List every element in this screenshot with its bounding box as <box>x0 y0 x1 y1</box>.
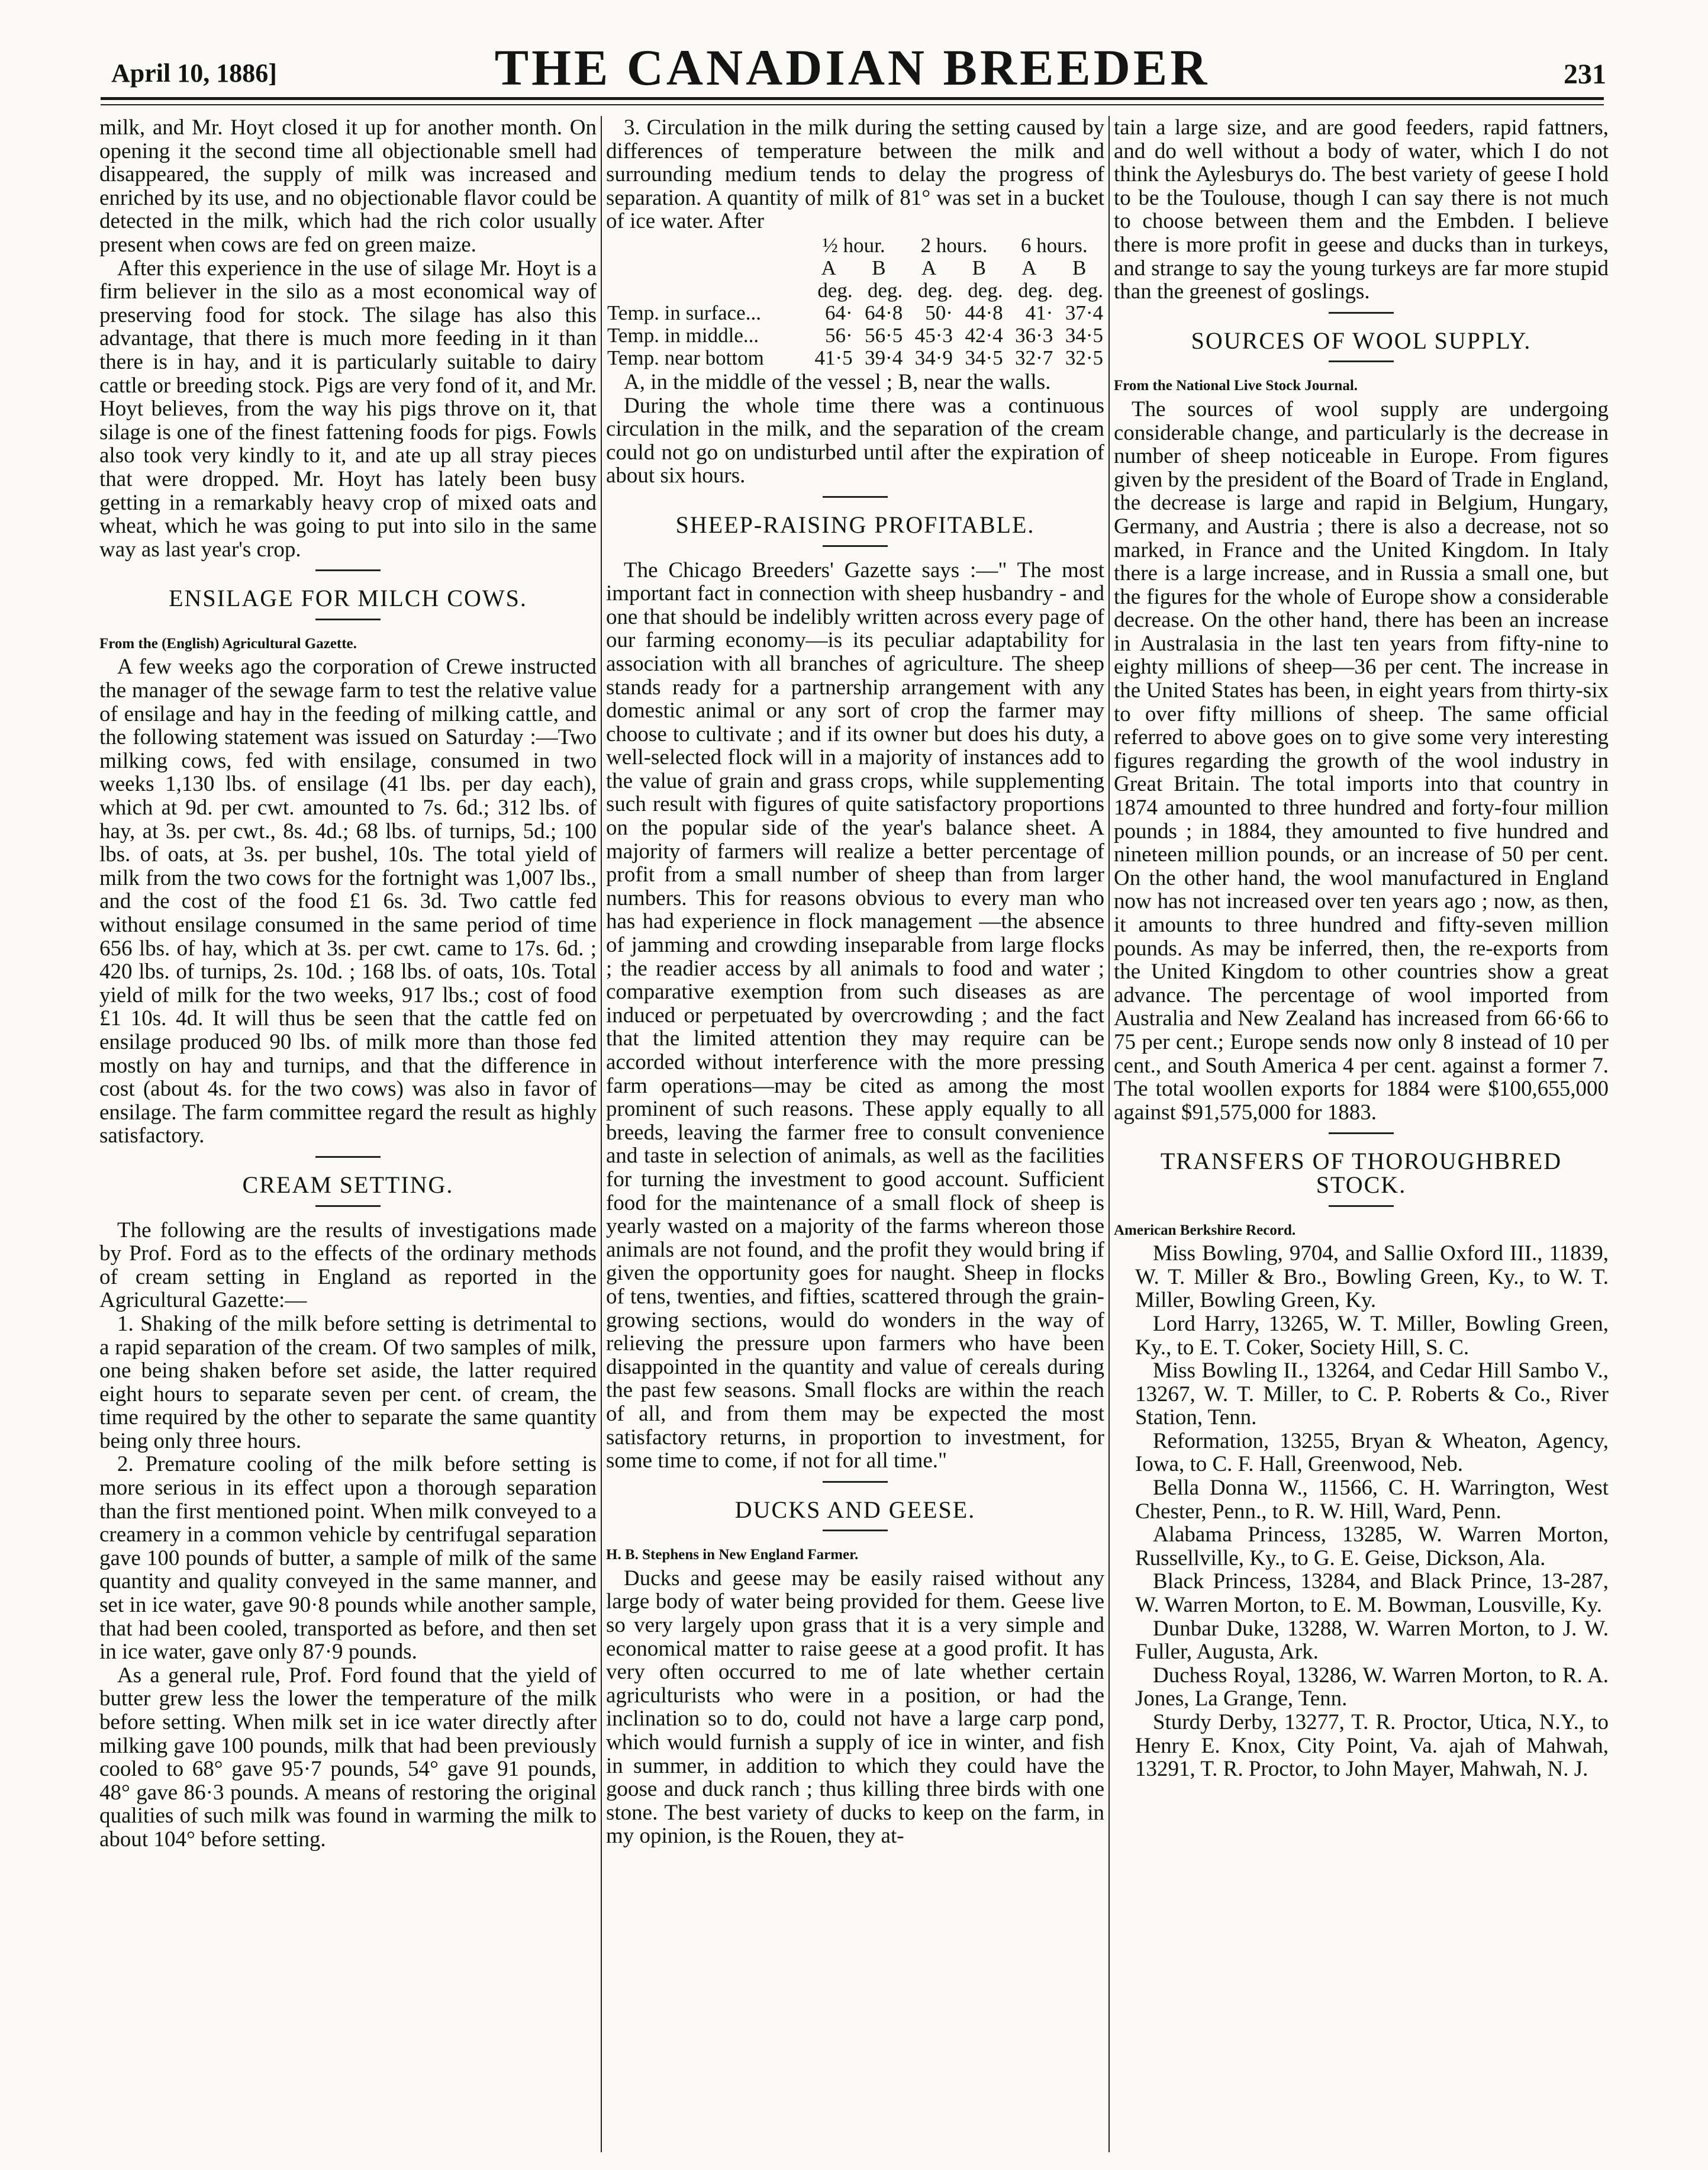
masthead-rule <box>101 97 1604 100</box>
transfer-entry: Sturdy Derby, 13277, T. R. Proctor, Utica, N.Y., to Henry E. Knox, City Point, Va. ajah of Mahwah, 13291, T. R. Proctor, to John Mayer, Mahwah, N. J. <box>1135 1710 1609 1782</box>
transfer-entry: Reformation, 13255, Bryan & Wheaton, Agency, Iowa, to C. F. Hall, Greenwood, Neb. <box>1135 1428 1609 1477</box>
transfer-entry: Bella Donna W., 11566, C. H. Warrington, West Chester, Penn., to R. W. Hill, Ward, Penn. <box>1135 1476 1609 1524</box>
hoyt-paragraph: After this experience in the use of silage Mr. Hoyt is a firm believer in the silo as a most economical way of preserving food for stock. The silage has also this advantage, that there is much more feeding in it than there is in hay, and it is particularly suitable to dairy cattle or breeding stock. Pigs are very fond of it, and Mr. Hoyt believes, from the way his pigs throve on it, that silage is one of the finest fattening foods for pigs. Fowls also took very kindly to it, and ate up all stray pieces that were dropped. Mr. Hoyt has lately been busy getting in a remarkably heavy crop of mixed oats and wheat, which he was going to put into silo in the same way as last year's crop. <box>99 256 597 562</box>
masthead <box>95 34 1610 105</box>
section-divider <box>315 569 381 571</box>
table-header: B <box>872 256 886 279</box>
table-cell: 64·8 <box>865 301 903 324</box>
table-cell: 34·5 <box>1065 323 1103 347</box>
table-cell: 34·9 <box>914 346 953 369</box>
section-divider <box>315 1205 381 1207</box>
table-header: B <box>1072 256 1087 279</box>
section-divider <box>823 545 888 547</box>
transfer-entry: Black Princess, 13284, and Black Prince, 13-287, W. Warren Morton, to E. M. Bowman, Lousville, Ky. <box>1135 1569 1609 1618</box>
table-header: ½ hour. <box>822 233 885 257</box>
ducks-source: H. B. Stephens in New England Farmer. <box>606 1547 859 1563</box>
table-row <box>606 324 1104 347</box>
table-header: A <box>1021 256 1037 279</box>
column-2 <box>606 116 1104 2152</box>
table-cell: 32·5 <box>1065 346 1103 369</box>
table-header: 6 hours. <box>1020 233 1088 257</box>
table-cell: 41·5 <box>814 346 853 369</box>
transfer-entry: Duchess Royal, 13286, W. Warren Morton, to R. A. Jones, La Grange, Tenn. <box>1135 1663 1609 1711</box>
table-cell: 39·4 <box>865 346 903 369</box>
circulation-paragraph: 3. Circulation in the milk during the setting caused by differences of temperature between the milk and surrounding medium tends to delay the progress of separation. A quantity of milk of 81° was set in a bucket of ice water. After <box>606 116 1104 234</box>
ducks-paragraph: Ducks and geese may be easily raised without any large body of water being provided for them. Geese live so very largely upon grass that it is a very simple and economical matter to raise geese at a good profit. It has very often occurred to me of late whether certain agriculturists who were in a position, or had the inclination so to do, could not have a large carp pond, which would furnish a supply of ice in winter, and fish in summer, in addition to which they could have the goose and duck ranch ; thus killing three birds with one stone. The best variety of ducks to keep on the farm, in my opinion, is the Rouen, they at- <box>606 1566 1104 1849</box>
table-cell: 41· <box>1025 301 1053 324</box>
section-divider <box>823 1481 888 1483</box>
ducks-continued: tain a large size, and are good feeders, rapid fattners, and do well without a body of water, which I do not think the Aylesburys do. The best variety of geese I hold to be the Toulouse, though I can say there is not much to choose between them and the Embden. I believe there is more profit in geese and ducks than in turkeys, and strange to say the young turkeys are far more stupid than the greenest of goslings. <box>1114 116 1609 304</box>
section-divider <box>823 496 888 498</box>
column-divider <box>601 116 602 2152</box>
cream-paragraph: The following are the results of investigations made by Prof. Ford as to the effects of the ordinary methods of cream setting in England as reported in the Agricultural Gazette:— <box>99 1218 597 1313</box>
sheep-paragraph: The Chicago Breeders' Gazette says :—" The most important fact in connection with sheep husbandry - and one that should be indelibly written across every page of our farming economy—is its peculiar adaptability for association with all branches of agriculture. The sheep stands ready for a partnership arrangement with any domestic animal or any sort of crop the farmer may choose to cultivate ; and if its owner but does his duty, a well-selected flock will in a majority of instances add to the value of grain and grass crops, while supplementing such result with figures of quite satisfactory proportions on the popular side of the year's balance sheet. A majority of farmers will realize a better percentage of profit from a small number of sheep than from larger numbers. This for reasons obvious to every man who has had experience in flock management —the absence of jamming and crowding inseparable from large flocks ; the readier access by all animals to food and water ; comparative exemption from such diseases as are induced or perpetuated by overcrowding ; and the fact that the limited attention they may require can be accorded without interference with the more pressing farm operations—may be cited as among the most prominent of such reasons. These apply equally to all breeds, leaving the farmer free to consult convenience and taste in selection of animals, as well as the facilities for turning the investment to good account. Sufficient food for the maintenance of a small flock of sheep is yearly wasted on a majority of the farms whereon those animals are not found, and the profit they would bring if given the opportunity goes for naught. Sheep in flocks of tens, twenties, and fifties, scattered through the grain-growing sections, would do wonders in the way of relieving the pressure upon farmers who have been disappointed in the quantity and value of cereals during the past few seasons. Small flocks are within the reach of all, and from them may be expected the most satisfactory returns, in proportion to investment, for some time to come, if not for all time." <box>606 558 1104 1473</box>
table-cell: 56·5 <box>865 323 903 347</box>
column-divider <box>1108 116 1110 2152</box>
transfer-entry: Miss Bowling, 9704, and Sallie Oxford III., 11839, W. T. Miller & Bro., Bowling Green, Ky., to W. T. Miller, Bowling Green, Ky. <box>1135 1241 1609 1313</box>
transfers-source: American Berkshire Record. <box>1114 1222 1296 1238</box>
table-row <box>606 257 1104 279</box>
table-unit: deg. <box>917 278 953 302</box>
table-header: B <box>972 256 986 279</box>
table-unit: deg. <box>867 278 903 302</box>
section-divider <box>315 1156 381 1158</box>
ensilage-paragraph: A few weeks ago the corporation of Crewe instructed the manager of the sewage farm to test the relative value of ensilage and hay in the feeding of milking cattle, and the following statement was issued on Saturday :—Two milking cows, fed with ensilage, consumed in two weeks 1,130 lbs. of ensilage (41 lbs. per day each), which at 9d. per cwt. amounted to 7s. 6d.; 312 lbs. of hay, at 3s. per cwt., 8s. 4d.; 68 lbs. of turnips, 5d.; 100 lbs. of oats, at 3s. per bushel, 10s. The total yield of milk from the two cows for the fortnight was 1,007 lbs., and the cost of the food £1 6s. 3d. Two cattle fed without ensilage consumed in the same period of time 656 lbs. of hay, which at 3s. per cwt. came to 17s. 6d. ; 420 lbs. of turnips, 2s. 10d. ; 168 lbs. of oats, 10s. Total yield of milk for the two weeks, 917 lbs.; cost of food £1 10s. 4d. It will thus be seen that the cattle fed on ensilage produced 90 lbs. of milk more than those fed mostly on hay and turnips, and that the difference in cost (about 4s. for the two cows) was also in favor of ensilage. The farm committee regard the result as highly satisfactory. <box>99 655 597 1148</box>
sheep-heading: SHEEP-RAISING PROFITABLE. <box>675 511 1035 538</box>
table-cell: 56· <box>824 323 853 347</box>
ensilage-source: From the (English) Agricultural Gazette. <box>99 635 357 652</box>
table-row <box>606 302 1104 324</box>
section-divider <box>823 1530 888 1531</box>
table-row-label: Temp. near bottom <box>607 346 764 369</box>
table-row <box>606 347 1104 369</box>
wool-source: From the National Live Stock Journal. <box>1114 378 1358 394</box>
page-number: 231 <box>1564 59 1606 90</box>
table-cell: 36·3 <box>1015 323 1053 347</box>
transfers-heading: TRANSFERS OF THOROUGHBRED STOCK. <box>1160 1148 1562 1198</box>
table-cell: 34·5 <box>965 346 1003 369</box>
table-row-label: Temp. in surface... <box>607 301 761 324</box>
table-unit: deg. <box>1017 278 1053 302</box>
table-note: A, in the middle of the vessel ; B, near the walls. <box>624 369 1051 394</box>
table-unit: deg. <box>1068 278 1103 302</box>
section-divider <box>1329 360 1394 362</box>
table-header: 2 hours. <box>920 233 988 257</box>
cream-paragraph: 1. Shaking of the milk before setting is detrimental to a rapid separation of the cream. Of two samples of milk, one being shaken before set aside, the latter required eight hours to separate seven per cent. of cream, the time required by the other to separate the same quantity being only three hours. <box>99 1311 597 1453</box>
table-unit: deg. <box>968 278 1003 302</box>
table-row-label: Temp. in middle... <box>607 323 759 347</box>
table-unit: deg. <box>817 278 853 302</box>
ducks-heading: DUCKS AND GEESE. <box>734 1496 976 1523</box>
wool-paragraph: The sources of wool supply are undergoing considerable change, and particularly is the decrease in number of sheep noticeable in Europe. From figures given by the president of the Board of Trade in England, the decrease is large and rapid in Belgium, Hungary, Germany, and Austria ; there is also a decrease, not so marked, in France and the United Kingdom. In Italy there is a large increase, and in Russia a small one, but the figures for the whole of Europe show a considerable decrease. On the other hand, there has been an increase in Australasia in the last ten years from fifty-nine to eighty millions of sheep—36 per cent. The increase in the United States has been, in eight years from thirty-six to over fifty millions of sheep. The same official referred to above goes on to give some very interesting figures regarding the growth of the wool industry in Great Britain. The total imports into that country in 1874 amounted to three hundred and forty-four million pounds ; in 1884, they amounted to five hundred and nineteen million pounds, or an increase of 50 per cent. On the other hand, the wool manufactured in England now has not increased over ten years ago ; now, as then, it amounts to three hundred and fifty-seven million pounds. As may be inferred, then, the re-exports from the United Kingdom to other countries show a great advance. The percentage of wool imported from Australia and New Zealand has increased from 66·66 to 75 per cent.; Europe sends now only 8 instead of 10 per cent., and South America 4 per cent. against a former 7. The total woollen exports for 1884 were $100,655,000 against $91,575,000 for 1883. <box>1114 397 1609 1125</box>
cream-paragraph: 2. Premature cooling of the milk before setting is more serious in its effect upon a thorough separation than the first mentioned point. When milk conveyed to a creamery in a common vehicle by centrifugal separation gave 100 pounds of butter, a sample of milk of the same quantity and quality conveyed in the same manner, and set in ice water, gave 90·8 pounds while another sample, that had been cooled, transported as before, and then set in ice water, gave only 87·9 pounds. <box>99 1452 597 1664</box>
masthead-rule-thin <box>101 104 1604 105</box>
table-cell: 37·4 <box>1065 301 1103 324</box>
wool-heading: SOURCES OF WOOL SUPPLY. <box>1191 327 1532 354</box>
cream-heading: CREAM SETTING. <box>242 1171 454 1198</box>
table-header: A <box>921 256 937 279</box>
transfer-entry: Dunbar Duke, 13288, W. Warren Morton, to J. W. Fuller, Augusta, Ark. <box>1135 1616 1609 1664</box>
ensilage-heading: ENSILAGE FOR MILCH COWS. <box>169 585 527 612</box>
section-divider <box>1329 312 1394 314</box>
column-3 <box>1114 116 1609 2152</box>
table-cell: 32·7 <box>1015 346 1053 369</box>
table-row <box>606 234 1104 257</box>
section-divider <box>1329 1205 1394 1207</box>
table-cell: 44·8 <box>965 301 1003 324</box>
transfer-entry: Lord Harry, 13265, W. T. Miller, Bowling Green, Ky., to E. T. Coker, Society Hill, S. C. <box>1135 1311 1609 1360</box>
table-cell: 50· <box>925 301 953 324</box>
section-divider <box>1329 1132 1394 1134</box>
section-divider <box>315 619 381 620</box>
table-cell: 64· <box>824 301 853 324</box>
issue-date: April 10, 1886] <box>111 59 277 88</box>
circulation-paragraph: During the whole time there was a continuous circulation in the milk, and the separation of the cream could not go on undisturbed until after the expiration of about six hours. <box>606 393 1104 488</box>
hoyt-paragraph: milk, and Mr. Hoyt closed it up for another month. On opening it the second time all objectionable smell had disappeared, the supply of milk was increased and enriched by its use, and no objectionable flavor could be detected in the milk, which had the rich color usually present when cows are fed on green maize. <box>99 116 597 257</box>
temperature-table <box>606 234 1104 369</box>
newspaper-title: THE CANADIAN BREEDER <box>494 39 1210 96</box>
table-cell: 42·4 <box>965 323 1003 347</box>
table-cell: 45·3 <box>914 323 953 347</box>
cream-paragraph: As a general rule, Prof. Ford found that the yield of butter grew less the lower the temperature of the milk before setting. When milk set in ice water directly after milking gave 100 pounds, milk that had been previously cooled to 68° gave 95·7 pounds, 54° gave 91 pounds, 48° gave 86·3 pounds. A means of restoring the original qualities of such milk was found in warming the milk to about 104° before setting. <box>99 1663 597 1852</box>
column-1 <box>99 116 597 2152</box>
transfer-entry: Alabama Princess, 13285, W. Warren Morton, Russellville, Ky., to G. E. Geise, Dickson, Ala. <box>1135 1522 1609 1570</box>
transfer-entry: Miss Bowling II., 13264, and Cedar Hill Sambo V., 13267, W. T. Miller, to C. P. Roberts & Co., River Station, Tenn. <box>1135 1358 1609 1430</box>
table-header: A <box>821 256 836 279</box>
table-row <box>606 279 1104 302</box>
